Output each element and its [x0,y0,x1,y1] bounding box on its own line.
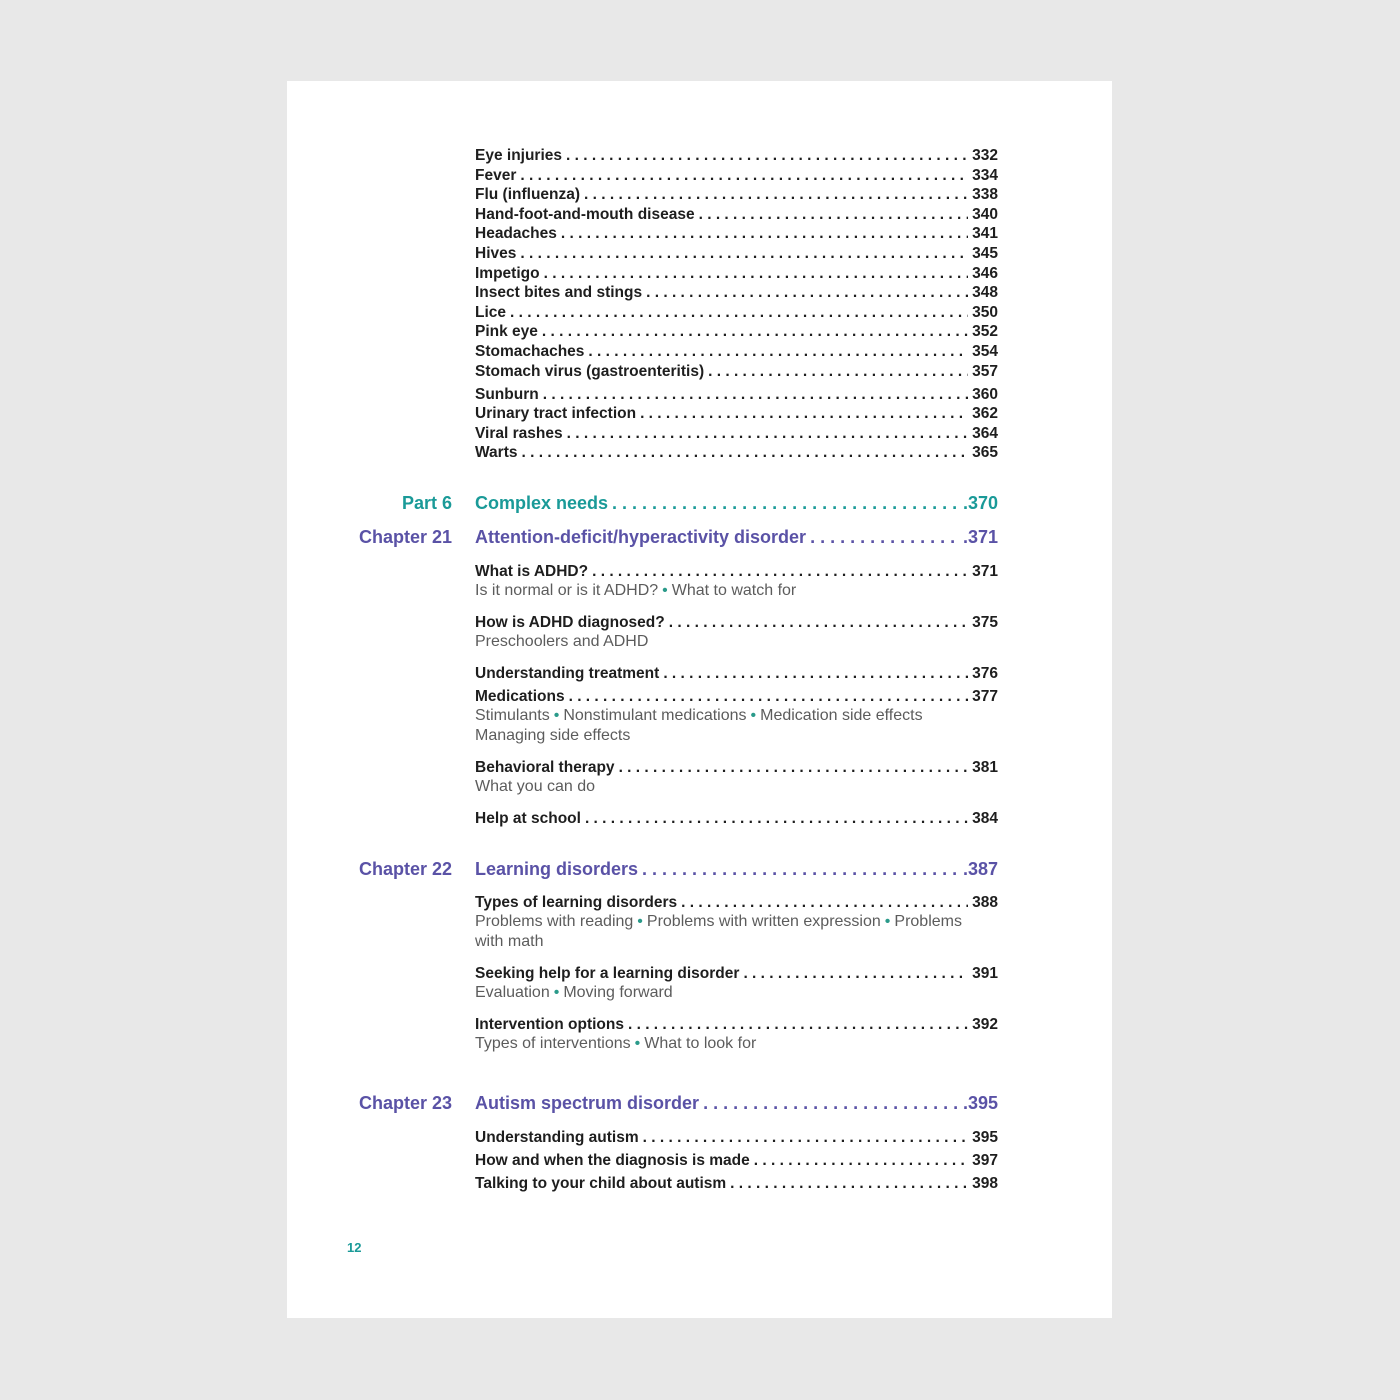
chapter-heading[interactable]: Attention-deficit/hyperactivity disorder . . . .371 [475,525,998,549]
subtopics: Preschoolers and ADHD [475,633,649,650]
part-heading[interactable]: Complex needs . . . .370 [475,491,998,515]
toc-entry[interactable]: Viral rashes . . . 364 [475,424,998,444]
page-number: 12 [347,1240,362,1255]
toc-entry[interactable]: Behavioral therapy . . . 381 [475,758,998,778]
toc-entry[interactable]: Stomach virus (gastroenteritis) . . . 357 [475,362,998,382]
chapter-heading[interactable]: Learning disorders . . . .387 [475,857,998,881]
toc-entry[interactable]: Headaches . . . 341 [475,224,998,244]
toc-entry[interactable]: Seeking help for a learning disorder . . . 391 [475,964,998,984]
toc-entry[interactable]: Insect bites and stings . . . 348 [475,283,998,303]
subtopics: What you can do [475,778,596,795]
subtopics: Problems with reading • Problems with written expression • Problems with math [475,913,962,950]
toc-entry[interactable]: What is ADHD? . . . 371 [475,562,998,582]
part-label: Part 6 [401,493,452,513]
subtopics: Stimulants • Nonstimulant medications • Medication side effects Managing side effects [475,707,923,744]
toc-entry[interactable]: Fever . . . 334 [475,166,998,186]
toc-page [287,81,1112,1318]
chapter-label: Chapter 23 [358,1093,452,1113]
subtopics: Is it normal or is it ADHD? • What to watch for [475,582,797,599]
toc-entry[interactable]: Warts . . . 365 [475,443,998,463]
toc-entry[interactable]: Medications . . . 377 [475,687,998,707]
chapter-label: Chapter 21 [358,527,452,547]
toc-entry[interactable]: How is ADHD diagnosed? . . . 375 [475,613,998,633]
toc-entry[interactable]: Hand-foot-and-mouth disease . . . 340 [475,205,998,225]
toc-entry[interactable]: Types of learning disorders . . . 388 [475,893,998,913]
chapter-heading[interactable]: Autism spectrum disorder . . . .395 [475,1091,998,1115]
toc-entry[interactable]: Talking to your child about autism . . . 398 [475,1174,998,1194]
toc-entry[interactable]: Help at school . . . 384 [475,809,998,829]
toc-entry[interactable]: Stomachaches . . . 354 [475,342,998,362]
toc-entry[interactable]: Flu (influenza) . . . 338 [475,185,998,205]
toc-entry[interactable]: Sunburn . . . 360 [475,385,998,405]
toc-entry[interactable]: Eye injuries . . . 332 [475,146,998,166]
toc-entry[interactable]: Impetigo . . . 346 [475,264,998,284]
toc-entry[interactable]: Pink eye . . . 352 [475,322,998,342]
chapter-label: Chapter 22 [358,859,452,879]
subtopics: Types of interventions • What to look for [475,1035,757,1052]
toc-entry[interactable]: Intervention options . . . 392 [475,1015,998,1035]
toc-entry[interactable]: Urinary tract infection . . . 362 [475,404,998,424]
toc-entry[interactable]: Lice . . . 350 [475,303,998,323]
toc-entry[interactable]: Understanding treatment . . . 376 [475,664,998,684]
toc-entry[interactable]: Understanding autism . . . 395 [475,1128,998,1148]
subtopics: Evaluation • Moving forward [475,984,673,1001]
toc-entry[interactable]: Hives . . . 345 [475,244,998,264]
toc-entry[interactable]: How and when the diagnosis is made . . . 397 [475,1151,998,1171]
